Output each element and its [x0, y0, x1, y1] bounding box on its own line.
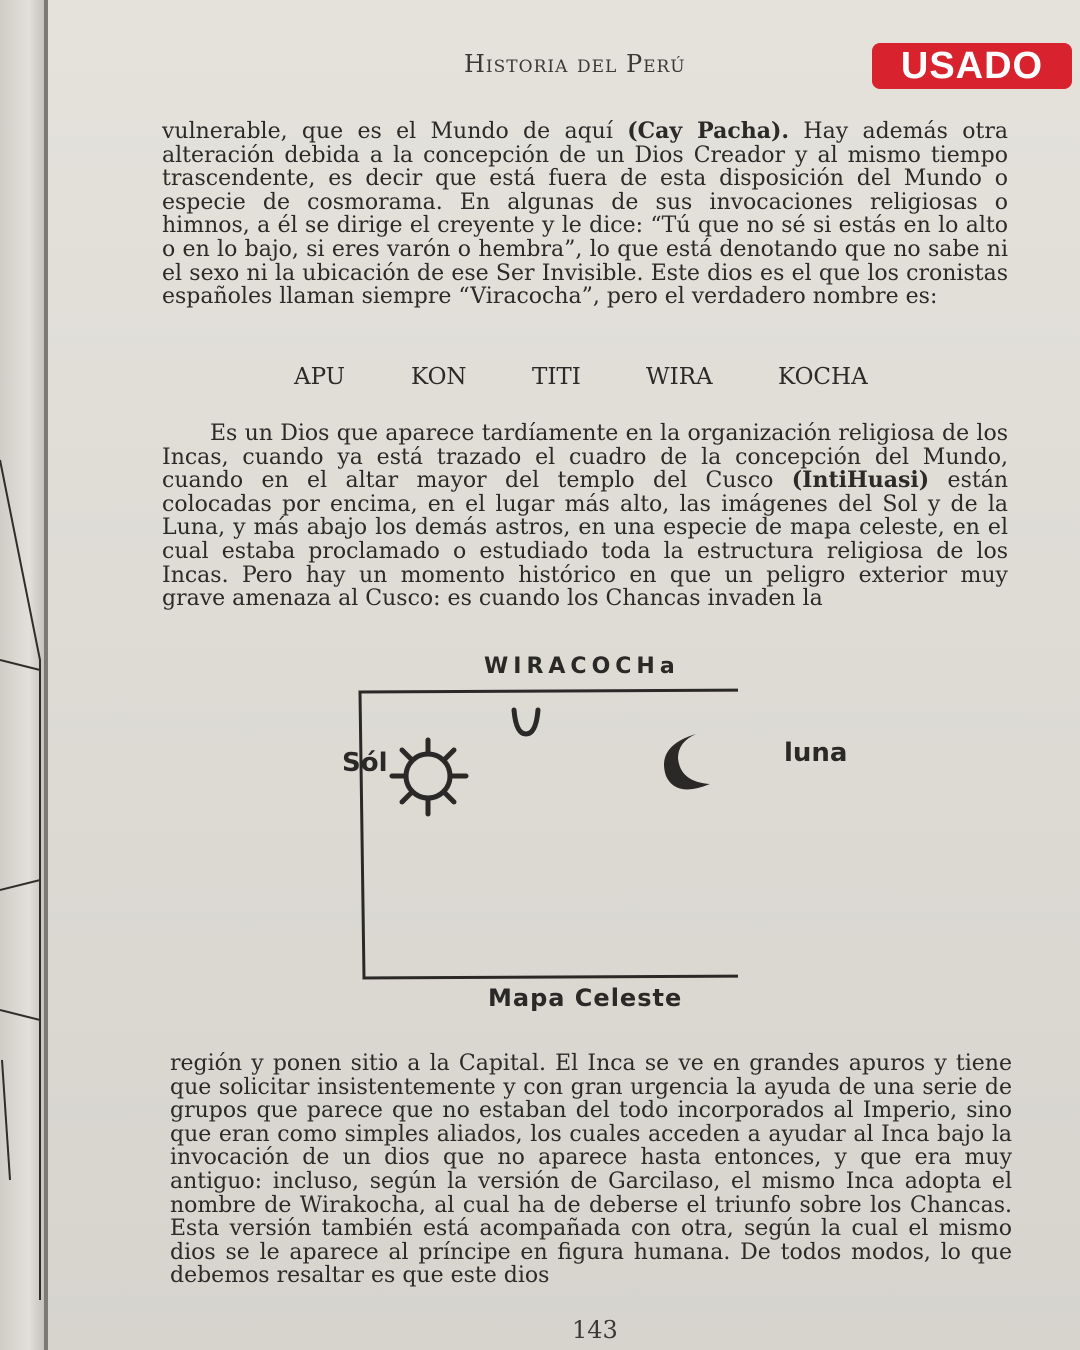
book-page — [48, 0, 1080, 1350]
celestial-map-frame — [360, 690, 738, 978]
diagram-sun-label: Sól — [342, 748, 388, 778]
diagram-top-label: WIRACOCHa — [484, 654, 680, 679]
diagram-bottom-label: Mapa Celeste — [488, 984, 683, 1012]
sun-icon — [392, 740, 466, 814]
god-name-word: WIRA — [646, 364, 713, 390]
god-name-word: KON — [411, 364, 467, 390]
paragraph-3: región y ponen sitio a la Capital. El Inca se ve en grandes apuros y tiene que solicitar insistentemente y con gran urgencia la ayuda de una serie de grupos que parece que no estaban del todo incorporados al Imperio, sino que eran como simples aliados, los cuales acceden a ayudar al Inca bajo la invocación de un dios que no aparece hasta entonces, y que era muy antiguo: incluso, según la versión de Garcilaso, el mismo Inca adopta el nombre de Wirakocha, al cual ha de deberse el triunfo sobre los Chancas. Esta versión también está acompañada con otra, según la cual el mismo dios se le aparece al príncipe en figura humana. De todos modos, lo que debemos resaltar es que este dios — [170, 1051, 1012, 1289]
god-name-word: APU — [294, 364, 346, 390]
diagram-moon-label: luna — [784, 738, 848, 768]
viracocha-symbol — [514, 710, 538, 734]
page-number: 143 — [572, 1316, 618, 1344]
previous-page-figure — [0, 440, 48, 1300]
running-head: Historia del Perú — [464, 50, 686, 78]
moon-icon — [664, 734, 710, 789]
paragraph-2: Es un Dios que aparece tardíamente en la organización religiosa de los Incas, cuando ya está trazado el cuadro de la concepción del Mundo, cuando en el altar mayor del templo del Cusco (IntiHuasi) están colocadas por encima, en el lugar más alto, las imágenes del Sol y de la Luna, y más abajo los demás astros, en una especie de mapa celeste, en el cual estaba proclamado o estudiado toda la estructura religiosa de los Incas. Pero hay un momento histórico en que un peligro exterior muy grave amenaza al Cusco: es cuando los Chancas invaden la — [162, 421, 1008, 612]
paragraph-1: vulnerable, que es el Mundo de aquí (Cay Pacha). Hay además otra alteración debida a la concepción de un Dios Creador y al mismo tiempo trascendente, es decir que está fuera de esta disposición del Mundo o especie de cosmorama. En algunas de sus invocaciones religiosas o himnos, a él se dirige el creyente y le dice: “Tú que no sé si estás en lo alto o en lo bajo, si eres varón o hembra”, lo que está denotando que no sabe ni el sexo ni la ubicación de ese Ser Invisible. Este dios es el que los cronistas españoles llaman siempre “Viracocha”, pero el verdadero nombre es: — [162, 118, 1008, 310]
diagram-drawing — [338, 650, 738, 990]
previous-page-edge — [0, 0, 48, 1350]
god-name-word: KOCHA — [778, 364, 868, 390]
god-name-word: TITI — [532, 364, 581, 390]
used-badge: USADO — [872, 43, 1072, 89]
